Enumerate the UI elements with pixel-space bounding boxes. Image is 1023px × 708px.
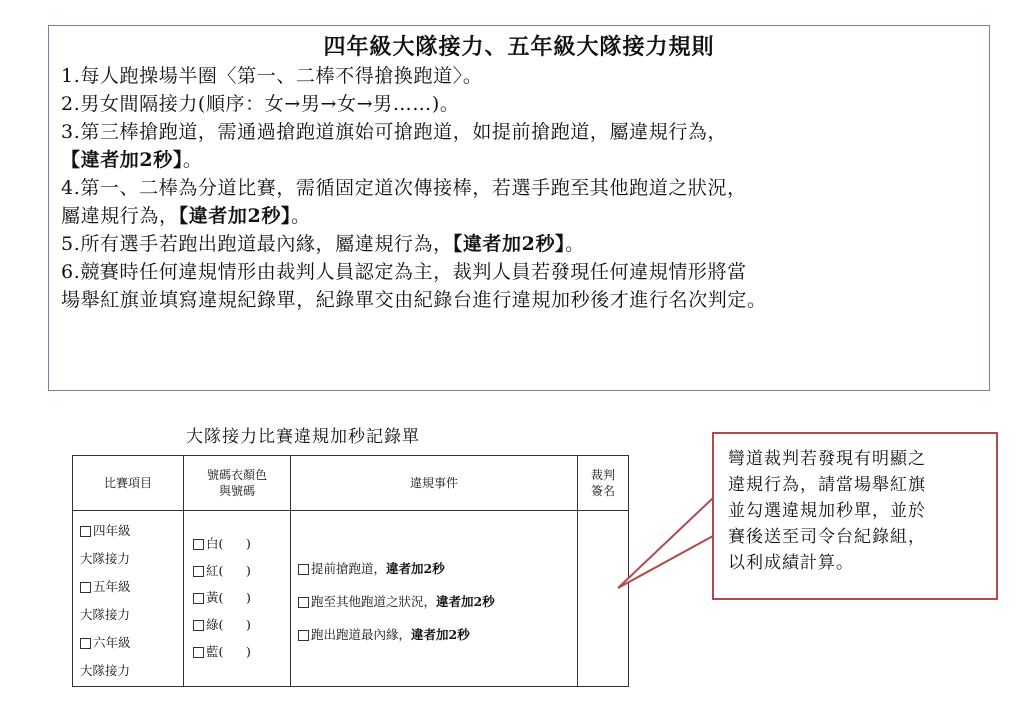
grade-sub-label: 大隊接力 bbox=[80, 551, 131, 566]
rule-3-penalty: 【違者加2秒】 bbox=[61, 149, 183, 171]
grade-sub-label: 大隊接力 bbox=[80, 607, 131, 622]
callout-line: 彎道裁判若發現有明顯之 bbox=[728, 449, 926, 469]
rule-3: 3.第三棒搶跑道，需通過搶跑道旗始可搶跑道，如提前搶跑道，屬違規行為， bbox=[61, 121, 728, 143]
callout-line: 並勾選違規加秒單，並於 bbox=[728, 501, 926, 521]
header-event-item: 比賽項目 bbox=[73, 456, 184, 511]
violation-text: 跑出跑道最內緣， bbox=[311, 627, 412, 642]
paren-close: ) bbox=[246, 644, 251, 659]
grade-sub-label: 大隊接力 bbox=[80, 663, 131, 678]
rule-5-end: 。 bbox=[565, 233, 585, 255]
rule-5-text: 5.所有選手若跑出跑道最內緣，屬違規行為， bbox=[61, 233, 453, 255]
rule-4-penalty: 【違者加2秒】 bbox=[178, 205, 292, 227]
violation-penalty: 違者加2秒 bbox=[386, 561, 445, 576]
paren-close: ) bbox=[246, 536, 251, 551]
callout-line: 賽後送至司令台紀錄組， bbox=[728, 527, 926, 547]
violation-text: 提前搶跑道， bbox=[311, 561, 387, 576]
violation-penalty: 違者加2秒 bbox=[411, 627, 470, 642]
callout-line: 以利成績計算。 bbox=[728, 553, 854, 573]
rule-2: 2.男女間隔接力(順序：女→男→女→男……)。 bbox=[61, 93, 460, 115]
color-label: 紅( bbox=[206, 563, 224, 578]
color-label: 黃( bbox=[206, 590, 224, 605]
paren-close: ) bbox=[246, 617, 251, 632]
color-label: 白( bbox=[206, 536, 224, 551]
rule-4-end: 。 bbox=[291, 205, 311, 227]
rules-title: 四年級大隊接力、五年級大隊接力規則 bbox=[323, 34, 715, 60]
header-violation: 違規事件 bbox=[291, 456, 578, 511]
callout-line: 違規行為，請當場舉紅旗 bbox=[728, 475, 926, 495]
rule-4-text: 屬違規行為， bbox=[61, 205, 179, 227]
header-judge-line1: 裁判 bbox=[590, 468, 615, 482]
grade-label: 五年級 bbox=[93, 579, 131, 594]
rule-4: 4.第一、二棒為分道比賽，需循固定道次傳接棒，若選手跑至其他跑道之狀況， bbox=[61, 177, 747, 199]
violation-text: 跑至其他跑道之狀況， bbox=[311, 594, 437, 609]
header-judge-line2: 簽名 bbox=[590, 484, 615, 498]
header-bib-color-line2: 與號碼 bbox=[218, 484, 255, 498]
color-label: 綠( bbox=[206, 617, 224, 632]
rule-1: 1.每人跑操場半圈〈第一、二棒不得搶換跑道〉。 bbox=[61, 65, 483, 87]
violation-penalty: 違者加2秒 bbox=[436, 594, 495, 609]
paren-close: ) bbox=[246, 590, 251, 605]
rule-6: 6.競賽時任何違規情形由裁判人員認定為主，裁判人員若發現任何違規情形將當 bbox=[61, 261, 747, 283]
grade-label: 四年級 bbox=[93, 523, 131, 538]
grade-label: 六年級 bbox=[93, 635, 131, 650]
form-title: 大隊接力比賽違規加秒記錄單 bbox=[186, 427, 420, 447]
color-label: 藍( bbox=[206, 644, 224, 659]
rule-3-end: 。 bbox=[182, 149, 203, 171]
header-bib-color-line1: 號碼衣顏色 bbox=[206, 468, 267, 482]
rule-5-penalty: 【違者加2秒】 bbox=[452, 233, 566, 255]
callout-note bbox=[712, 432, 998, 600]
paren-close: ) bbox=[246, 563, 251, 578]
rule-6-line2: 場舉紅旗並填寫違規紀錄單，紀錄單交由紀錄台進行違規加秒後才進行名次判定。 bbox=[61, 289, 767, 311]
